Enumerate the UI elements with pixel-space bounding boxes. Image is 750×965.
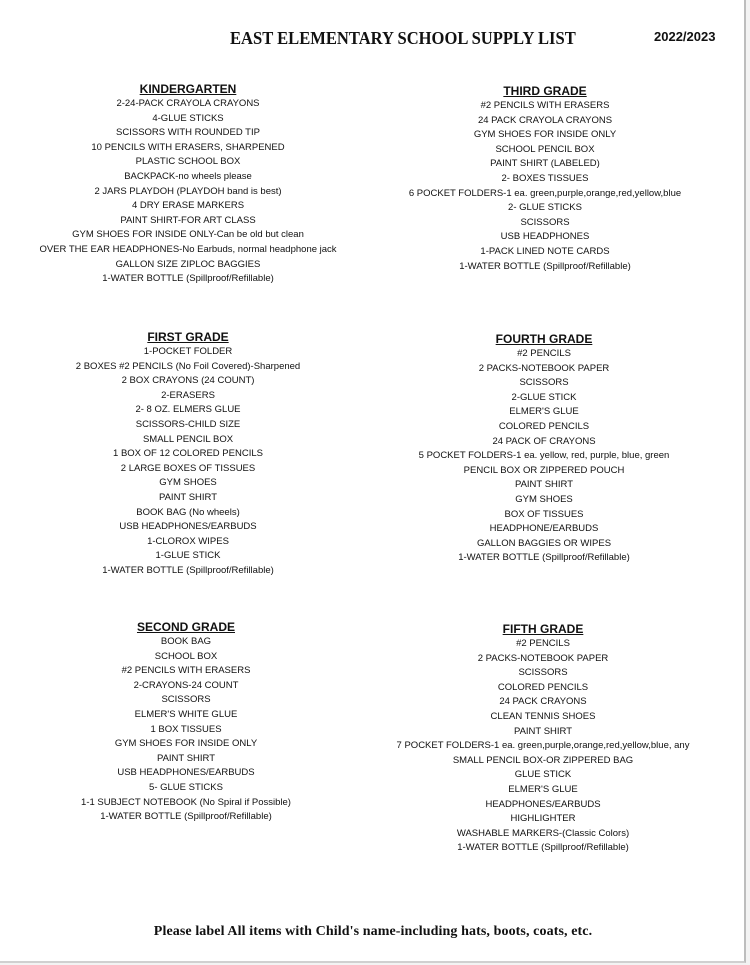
supply-item: PLASTIC SCHOOL BOX [135,156,241,168]
supply-item: 5 POCKET FOLDERS-1 ea. yellow, red, purple, blue, green [418,450,670,462]
supply-item: PAINT SHIRT (LABELED) [490,158,600,170]
supply-item: 1-CLOROX WIPES [147,535,229,547]
supply-item: GYM SHOES [515,493,573,505]
supply-item: 2 LARGE BOXES OF TISSUES [120,462,256,474]
supply-item: 1-1 SUBJECT NOTEBOOK (No Spiral if Possible) [81,796,291,808]
supply-item: SCHOOL BOX [154,650,218,662]
supply-item: USB HEADPHONES [500,231,590,243]
supply-item: 1-GLUE STICK [155,550,221,562]
supply-item: CLEAN TENNIS SHOES [490,710,596,722]
supply-item: 1-WATER BOTTLE (Spillproof/Refillable) [102,564,274,576]
section-second-grade [81,620,291,825]
supply-item: SMALL PENCIL BOX-OR ZIPPERED BAG [452,754,634,766]
supply-item: 1 BOX OF 12 COLORED PENCILS [113,448,263,460]
section-heading: SECOND GRADE [136,620,235,634]
supply-item: 10 PENCILS WITH ERASERS, SHARPENED [91,141,285,153]
supply-item: HEADPHONES/EARBUDS [485,798,601,810]
label-reminder-note: Please label All items with Child's name-including hats, boots, coats, etc. [153,924,593,939]
supply-list [409,99,681,274]
supply-item: 2 BOXES #2 PENCILS (No Foil Covered)-Sharpened [75,360,301,372]
supply-item: PENCIL BOX OR ZIPPERED POUCH [463,464,625,476]
supply-item: SCISSORS [519,377,569,389]
supply-item: SCISSORS-CHILD SIZE [135,418,241,430]
supply-item: BOX OF TISSUES [504,508,584,520]
supply-item: 1-POCKET FOLDER [143,346,233,357]
supply-item: 4 DRY ERASE MARKERS [131,200,245,212]
supply-item: SCISSORS [518,667,568,679]
supply-item: GYM SHOES FOR INSIDE ONLY-Can be old but clean [72,229,304,241]
supply-item: USB HEADPHONES/EARBUDS [119,521,257,533]
supply-item: BOOK BAG [160,636,212,647]
supply-item: PAINT SHIRT [514,479,574,491]
supply-item: 1-WATER BOTTLE (Spillproof/Refillable) [102,273,274,285]
supply-item: 1-WATER BOTTLE (Spillproof/Refillable) [458,552,630,564]
supply-item: COLORED PENCILS [497,681,589,693]
section-heading: FIRST GRADE [147,330,229,344]
supply-item: #2 PENCILS WITH ERASERS [480,100,610,111]
supply-item: SCISSORS [520,216,570,228]
document-title: EAST ELEMENTARY SCHOOL SUPPLY LIST [230,28,576,48]
supply-list [419,347,670,566]
supply-item: 6 POCKET FOLDERS-1 ea. green,purple,orange,red,yellow,blue [408,187,682,199]
supply-item: 2 JARS PLAYDOH (PLAYDOH band is best) [94,185,282,197]
supply-item: USB HEADPHONES/EARBUDS [117,767,255,779]
section-fourth-grade [419,332,670,566]
section-heading: KINDERGARTEN [139,82,237,96]
supply-item: 2- BOXES TISSUES [501,172,589,184]
supply-item: 2-24-PACK CRAYOLA CRAYONS [116,98,260,109]
supply-item: 1-WATER BOTTLE (Spillproof/Refillable) [457,842,629,854]
supply-item: 2- GLUE STICKS [508,202,582,214]
supply-item: COLORED PENCILS [498,420,590,432]
supply-item: ELMER'S GLUE [509,406,579,418]
supply-item: HIGHLIGHTER [510,813,576,825]
supply-item: BACKPACK-no wheels please [124,170,252,182]
supply-item: PAINT SHIRT-FOR ART CLASS [120,214,256,226]
supply-item: ELMER'S WHITE GLUE [134,708,238,720]
supply-item: 2 PACKS-NOTEBOOK PAPER [477,652,609,664]
supply-item: #2 PENCILS [516,638,570,649]
supply-list [81,635,291,825]
supply-item: 7 POCKET FOLDERS-1 ea. green,purple,orange,red,yellow,blue, any [396,740,690,752]
supply-item: 1-PACK LINED NOTE CARDS [480,245,610,257]
supply-item: 2 PACKS-NOTEBOOK PAPER [478,362,610,374]
supply-item: GYM SHOES FOR INSIDE ONLY [114,738,258,750]
supply-item: SCHOOL PENCIL BOX [495,143,595,155]
supply-item: 2- 8 OZ. ELMERS GLUE [135,404,241,416]
supply-list [39,97,336,287]
section-heading: FOURTH GRADE [495,332,593,346]
supply-item: OVER THE EAR HEADPHONES-No Earbuds, normal headphone jack [39,243,337,255]
supply-item: 24 PACK CRAYONS [499,696,587,708]
section-first-grade [76,330,300,579]
supply-item: PAINT SHIRT [513,725,573,737]
supply-item: HEADPHONE/EARBUDS [489,523,599,535]
supply-item: BOOK BAG (No wheels) [136,506,240,518]
school-year: 2022/2023 [654,29,716,44]
supply-item: #2 PENCILS WITH ERASERS [121,665,251,677]
supply-item: SCISSORS WITH ROUNDED TIP [116,127,260,139]
section-heading: FIFTH GRADE [502,622,584,636]
supply-item: 2-ERASERS [161,389,215,401]
supply-item: GLUE STICK [514,769,572,781]
supply-item: #2 PENCILS [517,348,571,359]
supply-list [397,637,690,856]
section-fifth-grade [397,622,690,856]
supply-list [76,345,300,579]
supply-item: 2-CRAYONS-24 COUNT [133,679,239,691]
supply-item: GALLON SIZE ZIPLOC BAGGIES [115,258,261,270]
supply-item: 1-WATER BOTTLE (Spillproof/Refillable) [459,260,631,272]
supply-item: WASHABLE MARKERS-(Classic Colors) [456,827,630,839]
supply-item: PAINT SHIRT [158,491,218,503]
section-third-grade [409,84,681,274]
supply-item: 5- GLUE STICKS [149,781,223,793]
supply-item: SMALL PENCIL BOX [142,433,234,445]
section-heading: THIRD GRADE [503,84,587,98]
supply-item: 2-GLUE STICK [511,391,577,403]
supply-item: 4-GLUE STICKS [152,112,224,124]
supply-item: GALLON BAGGIES OR WIPES [476,537,612,549]
section-kindergarten [39,82,336,287]
supply-item: 1 BOX TISSUES [150,723,222,735]
supply-item: ELMER'S GLUE [508,783,578,795]
supply-item: 2 BOX CRAYONS (24 COUNT) [121,375,255,387]
supply-item: PAINT SHIRT [156,752,216,764]
supply-item: 24 PACK CRAYOLA CRAYONS [477,114,613,126]
supply-item: GYM SHOES [159,477,217,489]
supply-item: SCISSORS [161,694,211,706]
supply-item: 24 PACK OF CRAYONS [492,435,596,447]
supply-item: 1-WATER BOTTLE (Spillproof/Refillable) [100,811,272,823]
supply-item: GYM SHOES FOR INSIDE ONLY [473,129,617,141]
